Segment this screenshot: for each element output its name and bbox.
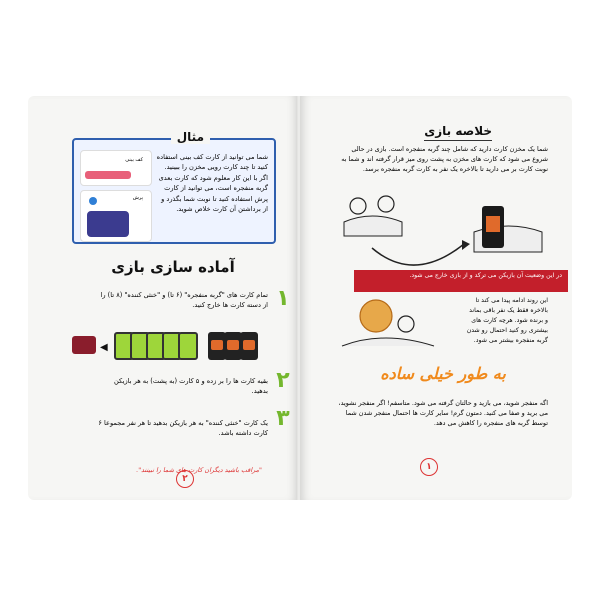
step-number-3: ۳	[276, 405, 290, 431]
deck-image	[72, 336, 96, 354]
explosion-illustration	[334, 294, 444, 354]
card-art	[486, 216, 500, 232]
example-text: شما می توانید از کارت کف بینی استفاده کنید تا چند کارت رویی مخزن را ببینید. اگر با این کار معلوم شود که کارت بعدی گربه منفجره است، می توانید از کارت پرش استفاده کنید تا نوبت شما بگذرد و از برداشتن آن کارت خلاص شوید.	[156, 153, 268, 214]
arrow-icon	[372, 244, 464, 265]
step-text-1: تمام کارت های "گربه منفجره" (۶ تا) و "خنثی کننده" (۸ تا) را از دسته کارت ها خارج کنید.	[100, 291, 268, 309]
card-art	[85, 171, 131, 179]
setup-heading: آماده سازی بازی	[111, 258, 235, 276]
see-future-card-image	[80, 150, 152, 186]
players-drawing-illustration	[324, 192, 544, 270]
simple-summary-text: اگه منفجر شوید، می بازید و حالتان گرفته می شود. متاسفم! اگر منفجر نشوید، می برید و صفا می کنید. دمتون گرم! سایر کارت ها احتمال منفجر شدن شما توسط گربه های منفجره را کاهش می دهد.	[338, 399, 548, 427]
step-number-2: ۲	[276, 367, 290, 393]
summary-text: شما یک مخزن کارت دارید که شامل چند گربه منفجره است. بازی در حالی شروع می شود که کارت های مخزن به پشت روی میز قرار گرفته اند و شما به نوبت کارت بر می دارید تا بالاخره یک نفر به کارت گربه منفجره برسد.	[341, 145, 548, 173]
player-figure	[398, 316, 414, 332]
warning-note: "مراقب باشید دیگران کارت های شما را نبینند".	[136, 466, 262, 474]
cards-illustration	[72, 328, 272, 364]
card-icon	[89, 197, 97, 205]
left-page	[28, 96, 298, 500]
step-number-1: ۱	[276, 285, 290, 311]
page-number: ۲	[176, 470, 194, 488]
card-art	[87, 211, 129, 237]
arrow-left-icon: ◀	[100, 342, 108, 353]
elimination-banner: در این وضعیت آن بازیکن می ترکد و از بازی خارج می شود.	[354, 270, 568, 292]
step-text-3: یک کارت "خنثی کننده" به هر بازیکن بدهید تا هر نفر مجموعا ۶ کارت داشته باشد.	[98, 419, 268, 437]
card-label: کف بینی	[125, 157, 143, 163]
page-number: ۱	[420, 458, 438, 476]
exploding-kitten-card-image	[240, 332, 258, 360]
table-drawing	[344, 216, 402, 236]
game-flow-text: این روند ادامه پیدا می کند تا بالاخره فقط یک نفر باقی بماند و برنده شود. هرچه کارت های بیشتری رو کنید احتمال رو شدن گربه منفجره بیشتر می شود.	[466, 297, 548, 344]
table-drawing	[342, 338, 434, 346]
arrow-head-icon	[462, 240, 470, 250]
booklet	[28, 96, 572, 500]
step-text-2: بقیه کارت ها را بر زده و ۵ کارت (به پشت) به هر بازیکن بدهید.	[113, 377, 268, 395]
summary-title: خلاصه بازی	[424, 124, 492, 141]
example-box	[72, 130, 276, 244]
explosion-icon	[360, 300, 392, 332]
skip-card-image	[80, 190, 152, 242]
player-figure	[378, 196, 394, 212]
card-label: پرش	[132, 195, 143, 201]
right-page	[300, 96, 572, 500]
player-figure	[350, 198, 366, 214]
defuse-card-image	[178, 332, 198, 360]
example-title: مثال	[171, 130, 210, 144]
simple-summary-title: به طور خیلی ساده	[380, 364, 506, 383]
